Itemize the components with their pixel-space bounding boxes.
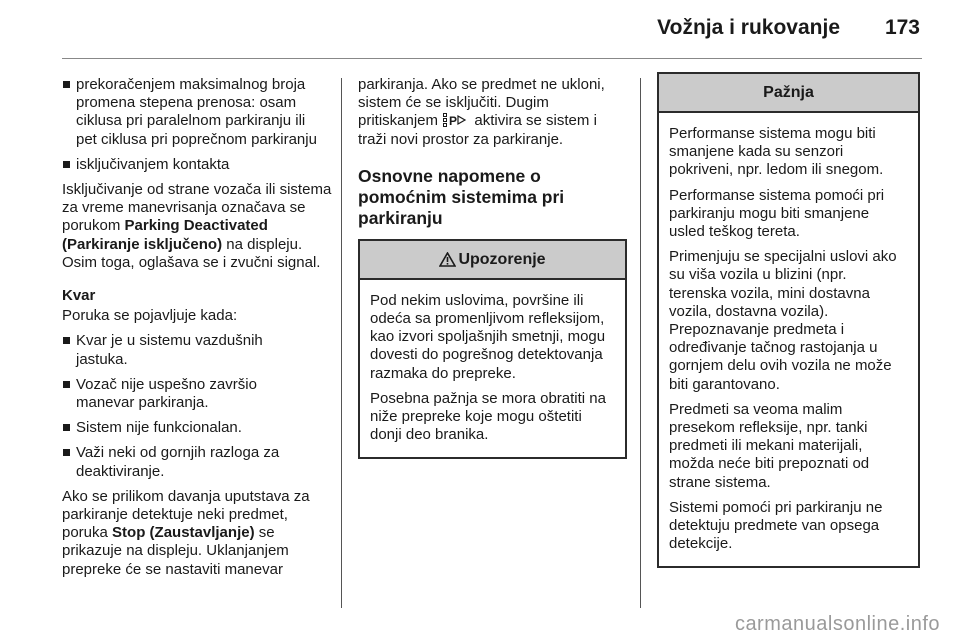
header-divider — [62, 58, 922, 59]
caution-box — [657, 72, 920, 568]
fault-heading: Kvar — [62, 287, 96, 305]
column-divider-1 — [341, 78, 342, 608]
column-1 — [62, 76, 332, 586]
stop-message: Stop (Zaustavljanje) — [112, 524, 255, 542]
page-number: 173 — [884, 16, 920, 39]
bullet-item: isključivanjem kontakta — [62, 156, 332, 174]
warning-paragraph: Pod nekim uslovima, površine ili odeća sa promenljivom refleksijom, kao izvori spoljašnjih smetnji, mogu dovesti do pogrešnog detektovanja razmaka do prepreke. — [370, 291, 606, 382]
caution-box-header: Pažnja — [659, 74, 918, 113]
caution-paragraph: Performanse sistema pomoći pri parkiranju mogu biti smanjene usled teškog tereta. — [669, 186, 885, 241]
caution-box-body — [659, 113, 918, 566]
bullet-item: Sistem nije funkcionalan. — [62, 419, 332, 437]
column-3 — [657, 76, 920, 568]
page-header-title: Vožnja i rukovanje — [657, 16, 840, 39]
caution-paragraph: Predmeti sa veoma malim presekom refleksije, npr. tanki predmeti ili mekani materijali, možda neće biti prepoznati od strane sistema. — [669, 400, 870, 491]
bullet-item: Važi neki od gornjih razloga za deaktiviranje. — [62, 444, 311, 480]
parking-deactivated-message: Parking Deactivated (Parkiranje isključeno) — [62, 217, 268, 253]
deactivation-paragraph: Isključivanje od strane vozača ili sistema za vreme manevrisanja označava se porukom Parking Deactivated (Parkiranje isključeno) na displeju. Osim toga, oglašava se i zvučni signal. — [62, 181, 332, 271]
stop-paragraph: Ako se prilikom davanja uputstava za parkiranje detektuje neki predmet, poruka Stop (Zaustavljanje) se prikazuje na displeju. Uklanjanjem prepreke će se nastaviti manevar — [62, 487, 310, 578]
parking-assist-icon — [443, 113, 469, 127]
bullet-item: prekoračenjem maksimalnog broja promena stepena prenosa: osam ciklusa pri paralelnom parkiranju ili pet ciklusa pri poprečnom parkiranju — [62, 76, 322, 149]
warning-triangle-icon — [439, 252, 456, 267]
section-title: Osnovne napomene o pomoćnim sistemima pri parkiranju — [358, 165, 565, 228]
svg-text:P: P — [449, 114, 458, 128]
caution-paragraph: Performanse sistema mogu biti smanjene kada su senzori pokriveni, npr. ledom ili snegom. — [669, 125, 884, 179]
bullet-item: Vozač nije uspešno završio manevar parkiranja. — [62, 376, 291, 412]
bullet-item: Kvar je u sistemu vazdušnih jastuka. — [62, 332, 291, 368]
caution-paragraph: Sistemi pomoći pri parkiranju ne detektuju predmete van opsega detekcije. — [669, 498, 883, 553]
warning-box — [358, 239, 627, 460]
warning-box-header: Upozorenje — [360, 241, 625, 280]
fault-intro: Poruka se pojavljuje kada: — [62, 307, 238, 325]
continuation-paragraph: parkiranja. Ako se predmet ne ukloni, sistem će se isključiti. Dugim pritiskanjem P aktivira se sistem i traži novi prostor za parkiranje. — [358, 76, 605, 148]
column-2 — [358, 76, 624, 459]
column-divider-2 — [640, 78, 641, 608]
watermark: carmanualsonline.info — [734, 613, 940, 635]
warning-box-body — [360, 280, 625, 458]
warning-paragraph: Posebna pažnja se mora obratiti na niže prepreke koje mogu oštetiti donji deo branika. — [370, 389, 606, 444]
caution-paragraph: Primenjuju se specijalni uslovi ako su viša vozila u blizini (npr. terenska vozila, mini dostavna vozila, dostavna vozila). Prepoznavanje predmeta i određivanje tačnog rastojanja u gornjem delu ovih vozila ne može biti garantovano. — [669, 248, 897, 393]
